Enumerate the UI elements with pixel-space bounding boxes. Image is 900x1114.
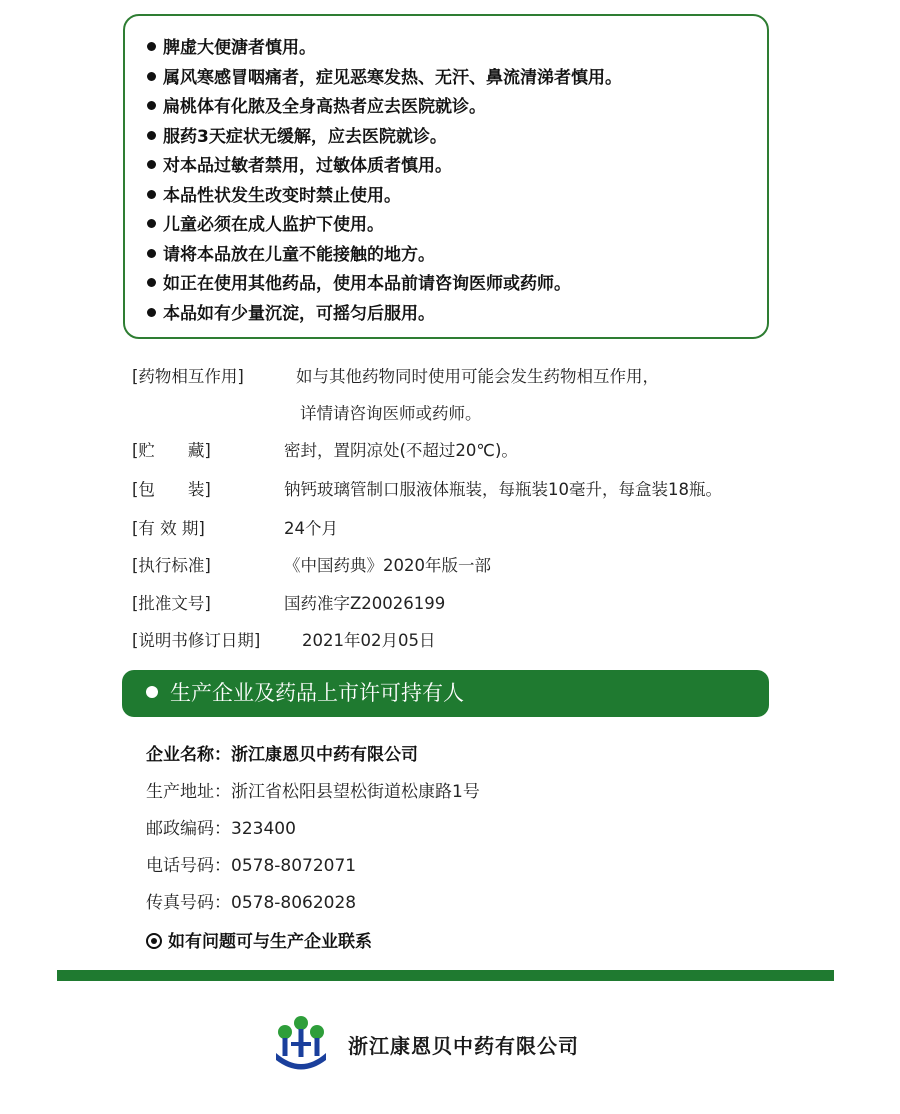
spec-revision: [132, 627, 435, 651]
spec-value: 24个月: [284, 519, 338, 538]
caution-item: 对本品过敏者禁用，过敏体质者慎用。: [147, 152, 767, 182]
spec-label: [包 装]: [132, 480, 211, 499]
divider-bar: [57, 970, 834, 981]
bullet-icon: [147, 308, 156, 317]
spec-label: [贮 藏]: [132, 441, 211, 460]
spec-label: [说明书修订日期]: [132, 631, 261, 650]
bullet-icon: [146, 686, 158, 698]
spec-package: [132, 476, 722, 500]
spec-label: [批准文号]: [132, 594, 211, 613]
caution-item: 请将本品放在儿童不能接触的地方。: [147, 241, 767, 271]
caution-item: 脾虚大便溏者慎用。: [147, 34, 767, 64]
spec-label: [药物相互作用]: [132, 367, 244, 386]
manufacturer-section-banner: [122, 670, 769, 717]
company-postcode: 邮政编码：323400: [146, 819, 296, 839]
spec-interaction-continued: 详情请咨询医师或药师。: [300, 404, 482, 423]
spec-value: 密封，置阴凉处(不超过20℃)。: [284, 441, 518, 460]
spec-approval: [132, 590, 445, 614]
spec-value: 钠钙玻璃管制口服液体瓶装，每瓶装10毫升，每盒装18瓶。: [284, 480, 722, 499]
caution-item: 儿童必须在成人监护下使用。: [147, 211, 767, 241]
company-name: 企业名称：浙江康恩贝中药有限公司: [146, 745, 418, 765]
bullet-icon: [147, 278, 156, 287]
caution-item: 属风寒感冒咽痛者，症见恶寒发热、无汗、鼻流清涕者慎用。: [147, 64, 767, 94]
spec-interaction: [132, 363, 659, 387]
company-logo-icon: [273, 1015, 329, 1071]
spec-label: [有 效 期]: [132, 519, 205, 538]
spec-label: [执行标准]: [132, 556, 211, 575]
contact-note: 如有问题可与生产企业联系: [146, 927, 372, 952]
footer-company-name: 浙江康恩贝中药有限公司: [348, 1034, 579, 1058]
company-phone: 电话号码：0578-8072071: [146, 856, 357, 876]
caution-item: 本品如有少量沉淀，可摇匀后服用。: [147, 300, 767, 330]
caution-item: 服药3天症状无缓解，应去医院就诊。: [147, 123, 767, 153]
logo-graphic: [273, 1015, 329, 1071]
spec-validity: [132, 515, 338, 539]
spec-storage: [132, 437, 518, 461]
circle-dot-icon: [146, 933, 162, 949]
company-fax: 传真号码：0578-8062028: [146, 893, 357, 913]
spec-value: 国药准字Z20026199: [284, 594, 446, 613]
bullet-icon: [147, 42, 156, 51]
spec-standard: [132, 552, 491, 576]
spec-value: 《中国药典》2020年版一部: [284, 556, 491, 575]
precautions-box: [123, 14, 769, 339]
bullet-icon: [147, 249, 156, 258]
bullet-icon: [147, 160, 156, 169]
spec-value: 2021年02月05日: [302, 631, 436, 650]
bullet-icon: [147, 190, 156, 199]
caution-item: 本品性状发生改变时禁止使用。: [147, 182, 767, 212]
bullet-icon: [147, 131, 156, 140]
bullet-icon: [147, 219, 156, 228]
banner-title: 生产企业及药品上市许可持有人: [170, 681, 464, 705]
bullet-icon: [147, 72, 156, 81]
spec-value: 如与其他药物同时使用可能会发生药物相互作用，: [296, 367, 659, 386]
caution-item: 扁桃体有化脓及全身高热者应去医院就诊。: [147, 93, 767, 123]
company-address: 生产地址：浙江省松阳县望松街道松康路1号: [146, 782, 480, 802]
caution-item: 如正在使用其他药品，使用本品前请咨询医师或药师。: [147, 270, 767, 300]
bullet-icon: [147, 101, 156, 110]
